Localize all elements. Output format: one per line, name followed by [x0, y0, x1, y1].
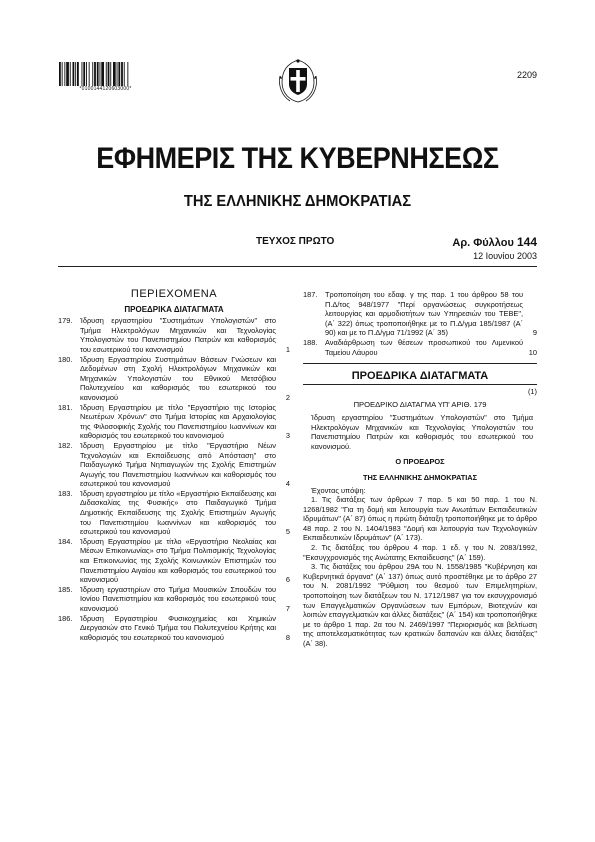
gazette-subtitle: ΤΗΣ ΕΛΛΗΝΙΚΗΣ ΔΗΜΟΚΡΑΤΙΑΣ [183, 193, 412, 210]
barcode-bar [108, 62, 110, 86]
contents-item [58, 614, 290, 643]
barcode-bar [118, 62, 120, 86]
barcode-bar [124, 62, 125, 86]
decree-paragraph: 1. Τις διατάξεις των άρθρων 7 παρ. 5 και 50 παρ. 1 του Ν. 1268/1982 "Για τη δομή και λειτουργία των Ανωτάτων Εκπαιδευτικών Ιδρυμάτων" (Α΄ 87) όπως η πρώτη διάταξη τροποποιήθηκε με το άρθρο 48 παρ. 2 του Ν. 1404/1983 "Δομή και λειτουργία των Τεχνολογικών Εκπαιδευτικών Ιδρυμάτων" (Α΄ 173). [303, 495, 537, 543]
contents-item-number: 187. [303, 290, 318, 299]
decree-description: Ίδρυση εργαστηρίου "Συστημάτων Υπολογιστών" στο Τμήμα Ηλεκτρολόγων Μηχανικών και Τεχνολογίας Υπολογιστών του Πανεπιστημίου Πατρών και καθορισμός του εσωτερικού του κανονισμού. [311, 412, 533, 451]
heading-divider [303, 384, 537, 385]
contents-item-number: 182. [58, 440, 73, 450]
contents-item [58, 441, 290, 489]
contents-item [303, 338, 537, 357]
contents-item-page: 9 [532, 328, 537, 338]
barcode-bar [94, 62, 96, 86]
contents-item [58, 585, 290, 614]
contents-item-text: Ίδρυση εργαστηρίου με τίτλο «Εργαστήριο Εκπαίδευσης και Διδασκαλίας της Φυσικής» στο Παιδαγωγικό Τμήμα Δημοτικής Εκπαίδευσης της Σχολής Επιστημών Αγωγής του Πανεπιστημίου Ιωαννίνων και καθορισμός του εσωτερικού του κανονισμού [80, 488, 276, 537]
barcode-bar [73, 62, 75, 86]
contents-item [58, 489, 290, 537]
contents-item-number: 188. [303, 337, 318, 347]
contents-item-page: 2 [285, 392, 290, 402]
contents-item-number: 181. [58, 402, 73, 412]
contents-item-page: 8 [285, 632, 290, 642]
contents-item [303, 290, 537, 338]
decrees-heading: ΠΡΟΕΔΡΙΚΑ ΔΙΑΤΑΓΜΑΤΑ [351, 370, 489, 383]
barcode [59, 62, 152, 86]
contents-item-number: 183. [58, 488, 73, 498]
contents-item [58, 316, 290, 354]
contents-item-text: Τροποποίηση του εδαφ. γ της παρ. 1 του άρθρου 58 του Π.Δ/τος 948/1977 "Περί οργανώσεως συγκροτήσεως λειτουργίας και αρμοδιοτήτων των Υπηρεσιών του ΤΕΒΕ", (Α΄ 322) όπως τροποποιήθηκε με το Π.Δ/γμα 185/1987 (Α΄ 90) και με το Π.Δ/γμα 71/1992 (Α΄ 35) [325, 290, 523, 338]
issue-label: ΤΕΥΧΟΣ ΠΡΩΤΟ [256, 236, 335, 247]
page-number: 2209 [516, 70, 537, 80]
contents-item-page: 5 [285, 527, 290, 537]
contents-item-text: Ίδρυση Εργαστηρίου με τίτλο "Εργαστήριο Νέων Τεχνολογιών και Εκπαίδευσης από Απόσταση" στο Παιδαγωγικό Τμήμα Νηπιαγωγών της Σχολής Επιστημών Αγωγής του Πανεπιστημίου Ιωαννίνων και καθορισμός του εσωτερικού του κανονισμού [80, 440, 276, 489]
decree-paragraph: 3. Τις διατάξεις του άρθρου 29Α του Ν. 1558/1985 "Κυβέρνηση και Κυβερνητικά όργανα" (Α΄ 137) όπως αυτό προστέθηκε με το άρθρο 27 του Ν. 2081/1992 "Ρύθμιση του θεσμού των Επιμελητηρίων, τροποποίηση των διατάξεων του Ν. 1712/1987 για τον εκσυγχρονισμό των Επαγγελματικών Οργανώσεων των Εμπόρων, Βιοτεχνών και λοιπών επαγγελματιών και άλλες διατάξεις" (Α΄ 154) και τροποποιήθηκε με το άρθρο 1 παρ. 2α του Ν. 2469/1997 "Περιορισμός και βελτίωση της αποτελεσματικότητας των κρατικών δαπανών και άλλες διατάξεις" (Α΄ 38). [303, 562, 537, 648]
decree-title: ΠΡΟΕΔΡΙΚΟ ΔΙΑΤΑΓΜΑ ΥΠ' ΑΡΙΘ. 179 [353, 400, 487, 410]
contents-item [58, 355, 290, 403]
contents-item-page: 10 [528, 347, 537, 357]
barcode-bar [127, 62, 128, 86]
sheet-number-label [452, 235, 537, 249]
gazette-title: ΕΦΗΜΕΡΙΣ ΤΗΣ ΚΥΒΕΡΝΗΣΕΩΣ [96, 142, 499, 175]
contents-item-page: 7 [285, 604, 290, 613]
barcode-bar [62, 62, 63, 86]
having-regard: Έχοντας υπόψη: [311, 485, 366, 495]
barcode-bar [70, 62, 71, 86]
barcode-bar [89, 62, 90, 86]
contents-item-text: Ίδρυση εργαστηρίου "Συστημάτων Υπολογιστών" στο Τμήμα Ηλεκτρολόγων Μηχανικών και Τεχνολογίας Υπολογιστών του Πανεπιστημίου Πατρών και καθορισμός του εσωτερικού του κανονισμού [80, 316, 276, 354]
contents-list-continued [303, 290, 537, 357]
contents-item-page: 4 [285, 479, 290, 489]
barcode-bar [77, 62, 79, 86]
reference-mark: (1) [527, 386, 537, 396]
barcode-number: *0100144120603000* [79, 86, 132, 92]
barcode-bar [101, 62, 104, 86]
contents-item-page: 3 [285, 431, 290, 441]
president-heading: Ο ΠΡΟΕΔΡΟΣ [395, 457, 445, 467]
issue-date: 12 Ιουνίου 2003 [473, 251, 537, 261]
contents-section: ΠΡΟΕΔΡΙΚΑ ΔΙΑΤΑΓΜΑΤΑ [124, 304, 224, 314]
sheet-number: 144 [516, 235, 537, 249]
contents-item-number: 184. [58, 536, 73, 546]
greek-coat-of-arms-emblem [276, 56, 320, 104]
barcode-bar [110, 62, 111, 86]
barcode-bar [86, 62, 87, 86]
contents-list [58, 316, 290, 642]
barcode-bar [117, 62, 118, 86]
contents-item-text: Ίδρυση Εργαστηρίου με τίτλο «Εργαστήριο Νεολαίας και Μέσων Επικοινωνίας» στο Τμήμα Πολιτισμικής Τεχνολογίας και Επικοινωνίας της Σχολής Κοινωνικών Επιστημών του Πανεπιστημίου Αιγαίου και καθορισμός του εσωτερικού του κανονισμού [80, 536, 276, 585]
barcode-bar [64, 62, 65, 86]
barcode-bar [121, 62, 123, 86]
contents-title: ΠΕΡΙΕΧΟΜΕΝΑ [130, 288, 218, 300]
barcode-bar [82, 62, 83, 86]
contents-item-number: 180. [58, 354, 73, 364]
barcode-bar [106, 62, 107, 86]
contents-item-number: 179. [58, 316, 73, 326]
decree-paragraph: 2. Τις διατάξεις του άρθρου 4 παρ. 1 εδ. γ του Ν. 2083/1992, "Εκσυγχρονισμός της Ανώτατης Εκπαίδευσης" (Α΄ 159). [303, 543, 537, 562]
contents-item-text: Αναδιάρθρωση των θέσεων προσωπικού του Λιμενικού Ταμείου Λάυρου [325, 337, 523, 357]
header-divider [58, 266, 537, 267]
barcode-bar [83, 62, 85, 86]
sheet-label-text: Αρ. Φύλλου [452, 237, 514, 249]
republic-heading: ΤΗΣ ΕΛΛΗΝΙΚΗΣ ΔΗΜΟΚΡΑΤΙΑΣ [362, 472, 478, 482]
barcode-bar [100, 62, 101, 86]
contents-item [58, 537, 290, 585]
barcode-bar [97, 62, 99, 86]
contents-column [58, 290, 290, 642]
contents-item-text: Ίδρυση Εργαστηρίου Φυσικοχημείας και Χημικών Διεργασιών στο Γενικό Τμήμα του Πολυτεχνείου Κρήτης και καθορισμός του εσωτερικού του κανονισμού [80, 613, 276, 642]
barcode-bar [66, 62, 69, 86]
barcode-bar [75, 62, 76, 86]
contents-item [58, 403, 290, 441]
contents-item-text: Ίδρυση εργαστηρίων στο Τμήμα Μουσικών Σπουδών του Ιονίου Πανεπιστημίου και καθορισμός του εσωτερικού τους κανονισμού [80, 584, 276, 613]
decree-column [303, 290, 537, 649]
barcode-bar [92, 62, 93, 86]
contents-item-page: 1 [285, 344, 290, 354]
contents-item-text: Ίδρυση Εργαστηρίου Συστημάτων Βάσεων Γνώσεων και Δεδομένων στη Σχολή Ηλεκτρολόγων Μηχανικών και Μηχανικών Υπολογιστών του Εθνικού Μετσόβιου Πολυτεχνείου και καθορισμός του εσωτερικού του κανονισμού [80, 354, 276, 402]
contents-item-page: 6 [285, 575, 290, 585]
contents-item-number: 185. [58, 584, 73, 594]
contents-item-number: 186. [58, 613, 73, 623]
section-divider [303, 363, 537, 364]
barcode-bar [113, 62, 116, 86]
contents-item-text: Ίδρυση Εργαστηρίου με τίτλο "Εργαστήριο της Ιστορίας Νεωτέρων Χρόνων" στο Τμήμα Ιστορίας και Αρχαιολογίας της Φιλοσοφικής Σχολής του Πανεπιστημίου Ιωαννίνων και καθορισμός του εσωτερικού του κανονισμού [80, 402, 276, 441]
barcode-bar [59, 62, 61, 86]
